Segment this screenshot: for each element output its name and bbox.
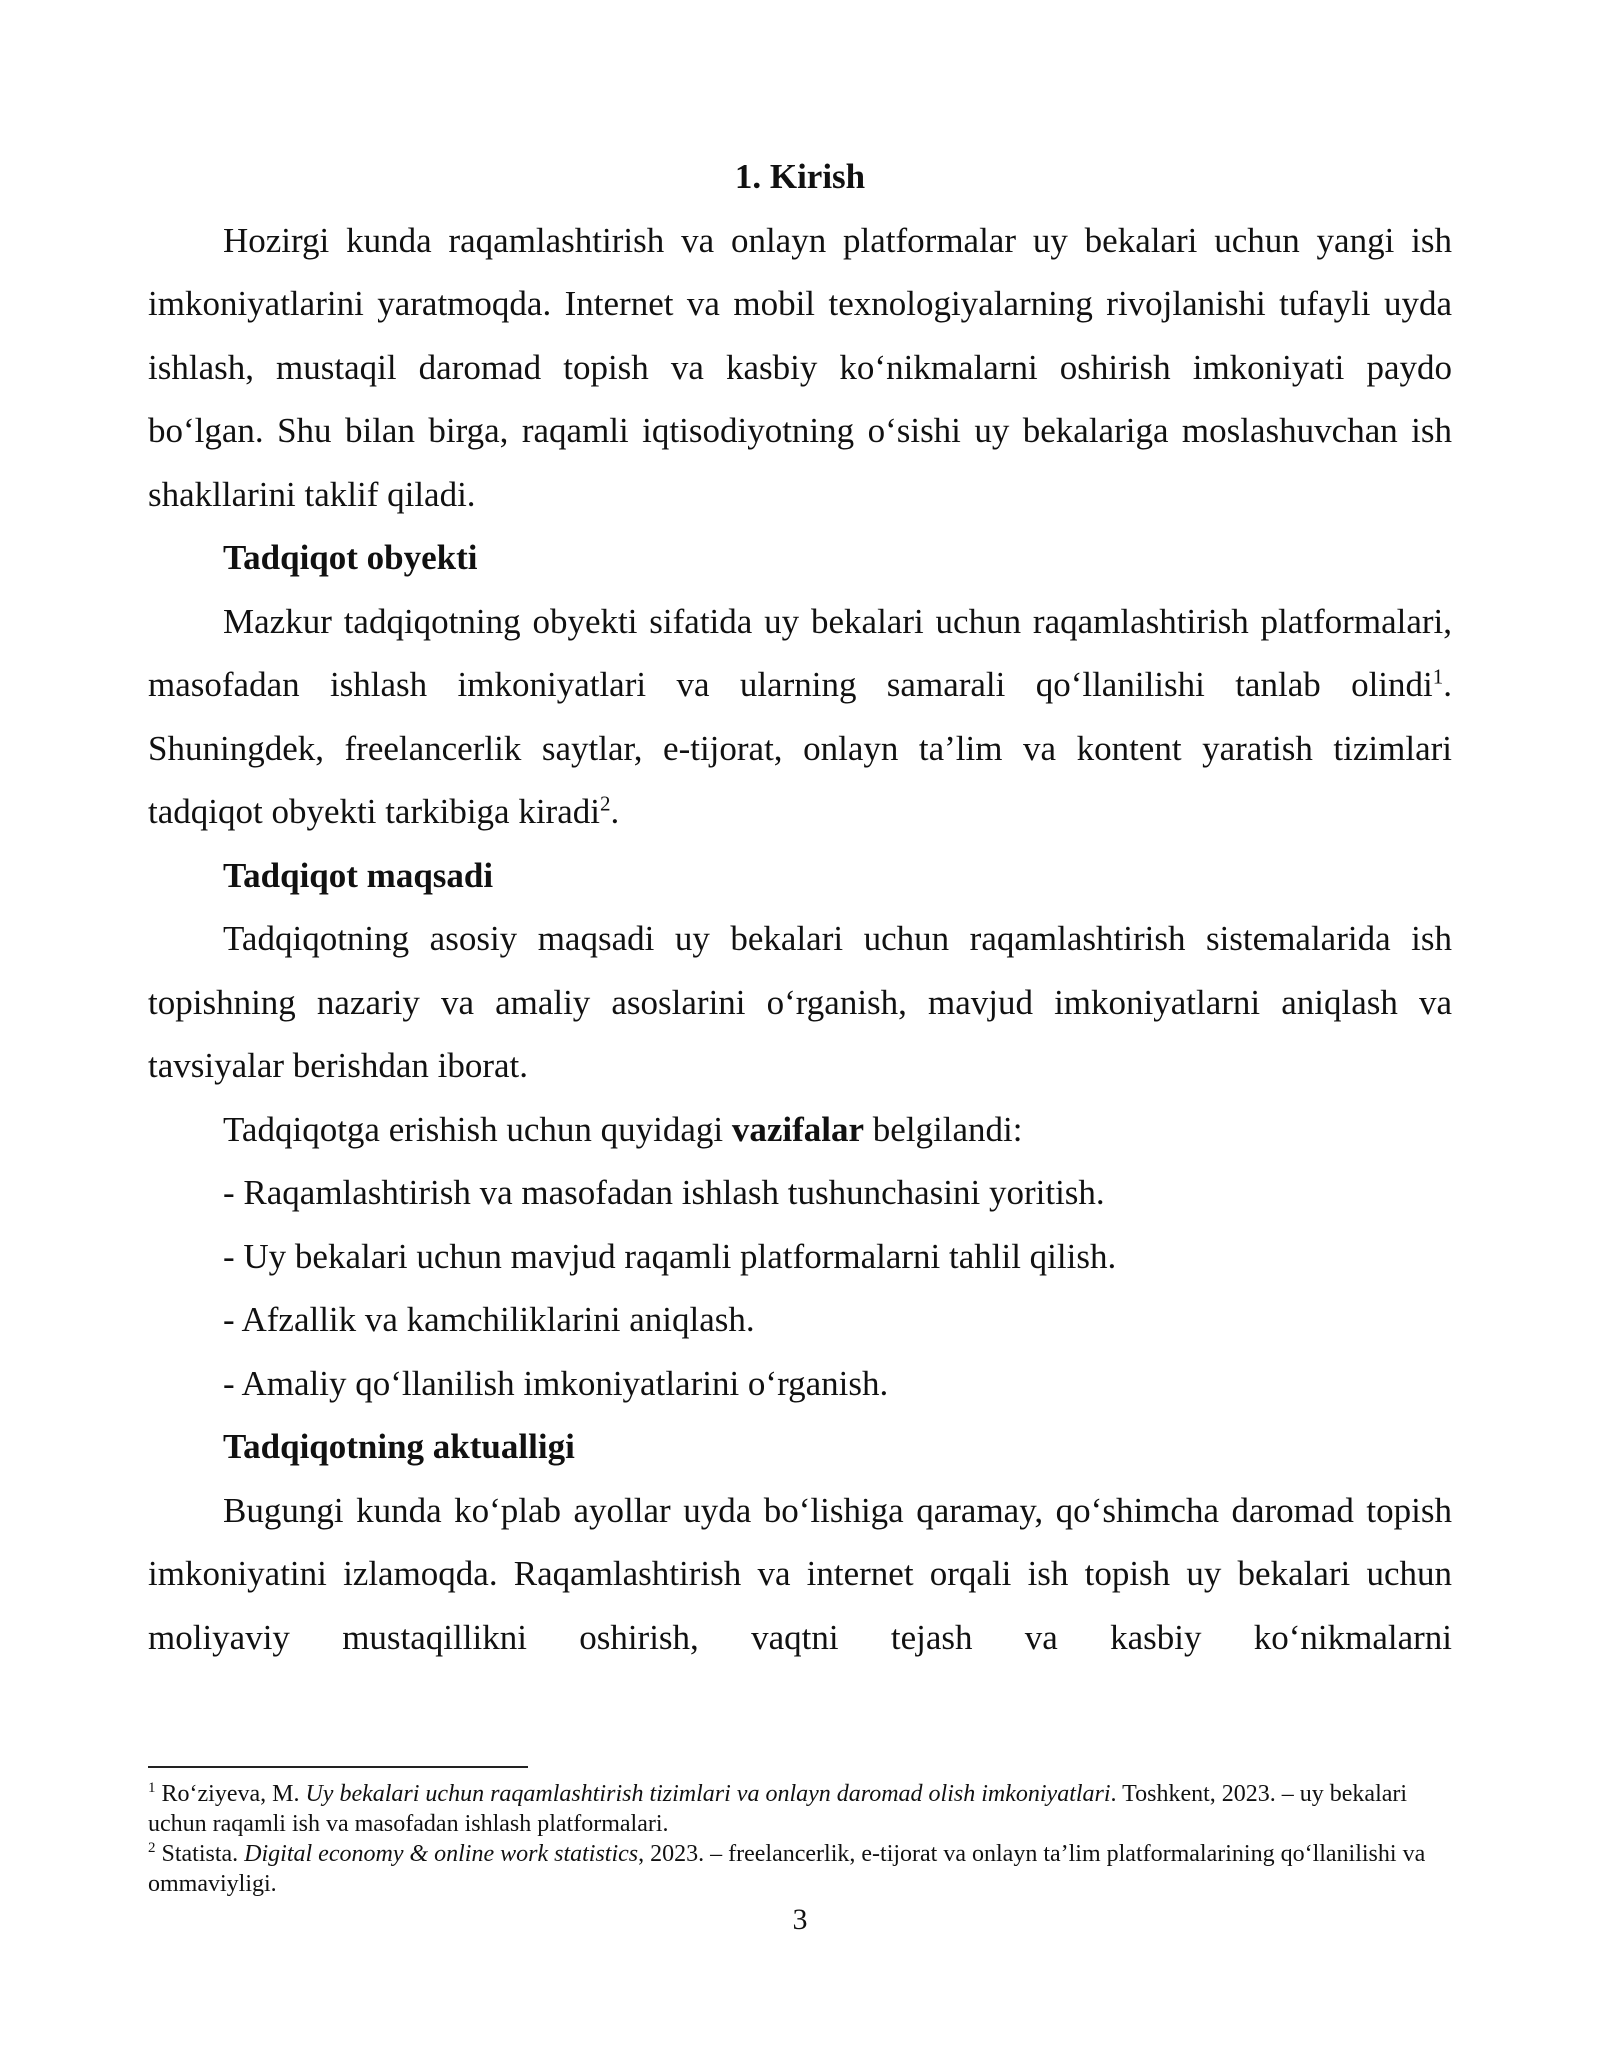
goal-paragraph: Tadqiqotning asosiy maqsadi uy bekalari uchun raqamlashtirish sistemalarida ish topishning nazariy va amaliy asoslarini o‘rganish, mavjud imkoniyatlarni aniqlash va tavsiyalar berishdan iborat. [148, 919, 1452, 1085]
footnote-separator [148, 1766, 528, 1768]
footnote-text: , 2023. – freelancerlik, e-tijorat va onlayn ta’lim platformalarining qo‘llanilishi va ommaviyligi. [148, 1841, 1426, 1897]
footnote-1 [148, 1779, 1452, 1839]
footnote-text: Statista. [155, 1841, 245, 1867]
tasks-intro [148, 1098, 1452, 1162]
footnote-ref-1: 1 [1432, 664, 1444, 689]
goal-heading: Tadqiqot maqsadi [223, 855, 494, 895]
task-item: - Uy bekalari uchun mavjud raqamli platformalarni tahlil qilish. [223, 1236, 1117, 1276]
object-text-part3: . [610, 792, 620, 831]
footnote-ref-2: 2 [599, 791, 611, 816]
main-text [148, 145, 1452, 1669]
object-heading: Tadqiqot obyekti [223, 538, 478, 577]
footnote-number: 1 [148, 1780, 156, 1796]
footnotes [148, 1779, 1452, 1899]
footnote-number: 2 [148, 1840, 156, 1856]
intro-paragraph: Hozirgi kunda raqamlashtirish va onlayn platformalar uy bekalari uchun yangi ish imkoniyatlarini yaratmoqda. Internet va mobil texnologiyalarning rivojlanishi tufayli uyda ishlash, mustaqil daromad topish va kasbiy ko‘nikmalarni oshirish imkoniyati paydo bo‘lgan. Shu bilan birga, raqamli iqtisodiyotning o‘sishi uy bekalariga moslashuvchan ish shakllarini taklif qiladi. [148, 220, 1452, 514]
relevance-paragraph: Bugungi kunda ko‘plab ayollar uyda bo‘lishiga qaramay, qo‘shimcha daromad topish imkoniyatini izlamoqda. Raqamlashtirish va internet orqali ish topish uy bekalari uchun moliyaviy mustaqillikni oshirish, vaqtni tejash va kasbiy ko‘nikmalarni [148, 1490, 1452, 1657]
relevance-heading: Tadqiqotning aktualligi [223, 1427, 575, 1466]
footnote-source-title: Uy bekalari uchun raqamlashtirish tizimlari va onlayn daromad olish imkoniyatlari [305, 1781, 1111, 1807]
footnote-text: Ro‘ziyeva, M. [155, 1781, 306, 1807]
footnote-source-title: Digital economy & online work statistics [244, 1841, 639, 1867]
object-paragraph [148, 590, 1452, 844]
page-number: 3 [792, 1903, 808, 1936]
object-text-part2: . Shuningdek, freelancerlik saytlar, e-tijorat, onlayn ta’lim va kontent yaratish tizimlari tadqiqot obyekti tarkibiga kiradi [148, 665, 1452, 831]
tasks-intro-after: belgilandi: [864, 1109, 1023, 1149]
section-title: 1. Kirish [734, 157, 866, 196]
task-item: - Afzallik va kamchiliklarini aniqlash. [223, 1300, 755, 1339]
footnote-2 [148, 1839, 1452, 1899]
tasks-intro-before: Tadqiqotga erishish uchun quyidagi [223, 1109, 732, 1149]
task-item: - Amaliy qo‘llanilish imkoniyatlarini o‘rganish. [223, 1363, 889, 1403]
object-text-part1: Mazkur tadqiqotning obyekti sifatida uy bekalari uchun raqamlashtirish platformalari, masofadan ishlash imkoniyatlari va ularning samarali qo‘llanilishi tanlab olindi [148, 601, 1452, 704]
footnote-text: . Toshkent, 2023. – uy bekalari uchun raqamli ish va masofadan ishlash platformalari. [148, 1781, 1408, 1837]
tasks-intro-bold: vazifalar [731, 1109, 865, 1149]
task-item: - Raqamlashtirish va masofadan ishlash tushunchasini yoritish. [223, 1173, 1105, 1212]
